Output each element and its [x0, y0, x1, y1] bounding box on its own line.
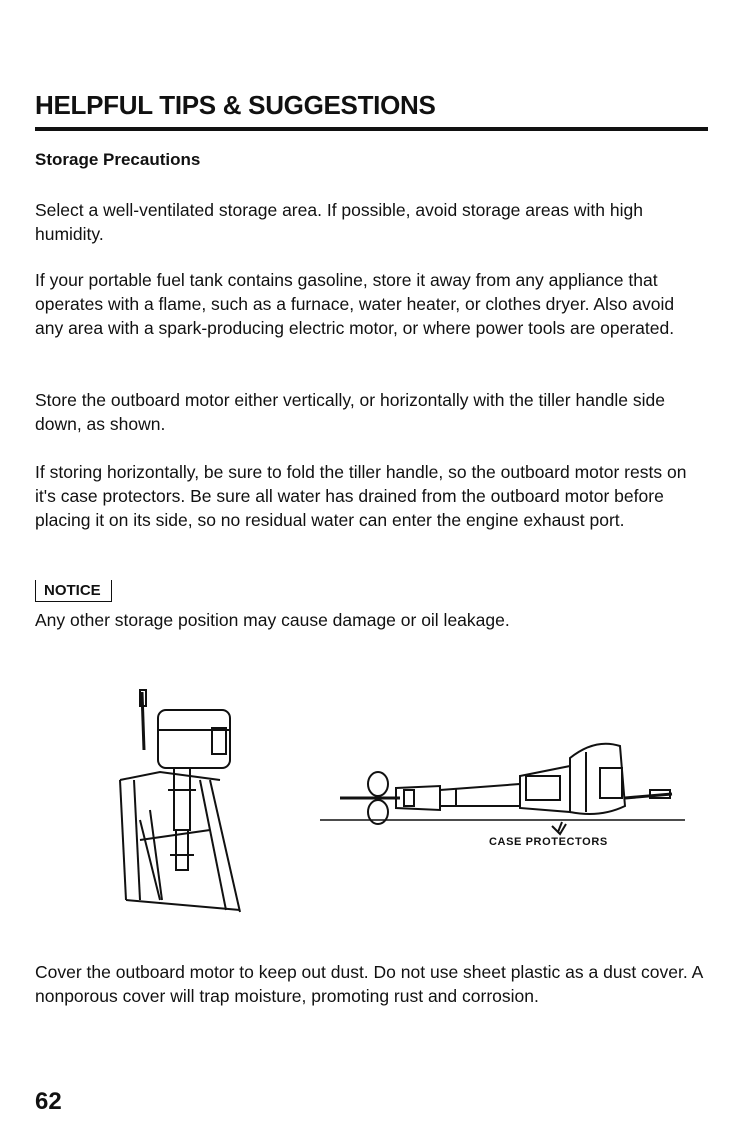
page-number: 62 [35, 1088, 62, 1115]
figure-caption: CASE PROTECTORS [489, 836, 608, 848]
paragraph-ventilation: Select a well-ventilated storage area. If possible, avoid storage areas with high humidity. [35, 200, 643, 244]
paragraph-dust-cover: Cover the outboard motor to keep out dust. Do not use sheet plastic as a dust cover. A nonporous cover will trap moisture, promoting rust and corrosion. [35, 962, 703, 1006]
notice-text: Any other storage position may cause damage or oil leakage. [35, 610, 510, 630]
vertical-motor-illustration [120, 690, 240, 912]
paragraph-horizontal-storage: If storing horizontally, be sure to fold the tiller handle, so the outboard motor rests on it's case protectors. Be sure all water has drained from the outboard motor before placing it on its side, so no residual water can enter the engine exhaust port. [35, 462, 687, 530]
notice-label: NOTICE [35, 580, 112, 602]
title-rule [35, 127, 708, 131]
horizontal-motor-illustration [320, 744, 685, 834]
paragraph-fuel-tank: If your portable fuel tank contains gasoline, store it away from any appliance that operates with a flame, such as a furnace, water heater, or clothes dryer. Also avoid any area with a spark-producing electric motor, or where power tools are operated. [35, 270, 675, 338]
storage-illustration [100, 680, 700, 920]
page-title: HELPFUL TIPS & SUGGESTIONS [35, 90, 436, 120]
paragraph-orientation: Store the outboard motor either vertically, or horizontally with the tiller handle side down, as shown. [35, 390, 665, 434]
section-heading: Storage Precautions [35, 150, 201, 169]
